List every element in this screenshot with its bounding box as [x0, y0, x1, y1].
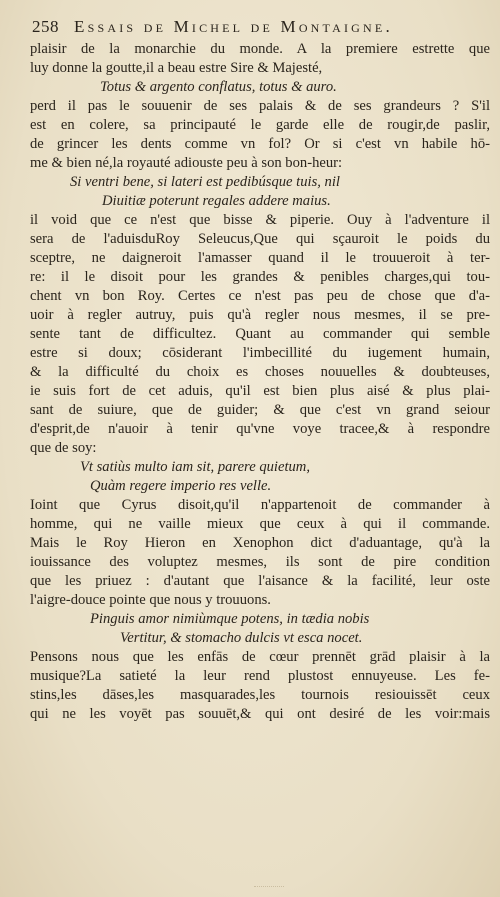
text-line: il void que ce n'est que bisse & piperie. Ouy à l'adventure il: [30, 212, 490, 228]
page-number: 258: [32, 17, 59, 36]
text-line: & la difficulté du choix es choses nouuelles & doubteuses,: [30, 364, 490, 380]
text-line: iouissance des voluptez mesmes, ils sont de pire condition: [30, 554, 490, 570]
body-text: [30, 40, 490, 724]
text-line: Pensons nous que les enfās de cœur prennēt grād plaisir à la: [30, 649, 490, 665]
text-line: Ioint que Cyrus disoit,qu'il n'appartenoit de commander à: [30, 497, 490, 513]
page-blemish: [254, 878, 284, 887]
text-line: homme, qui ne vaille mieux que ceux à qui il commande.: [30, 516, 490, 532]
text-line: ie suis fort de cet aduis, qu'il est bien plus aisé & plus plai-: [30, 383, 490, 399]
verse-line: Quàm regere imperio res velle.: [90, 478, 272, 494]
verse-line: Si ventri bene, si lateri est pedibúsque tuis, nil: [70, 174, 340, 190]
text-line: sceptre, ne daigneroit l'amasser quand il le trouueroit à ter-: [30, 250, 490, 266]
text-line: est en colere, sa principauté le garde elle de rougir,de paslir,: [30, 117, 490, 133]
running-title: Essais de Michel de Montaigne.: [74, 17, 393, 36]
text-line: chent vn bon Roy. Certes ce n'est pas peu de chose que d'a-: [30, 288, 490, 304]
text-line: l'aigre-douce pointe que nous y trouuons.: [30, 592, 271, 608]
text-line: qui ne les voyēt pas souuēt,& qui ont desiré de les voir:mais: [30, 706, 490, 722]
verse-line: Vt satiùs multo iam sit, parere quietum,: [80, 459, 310, 475]
text-line: d'esprit,de n'auoir à tenir qu'vne voye tracee,& à respondre: [30, 421, 490, 437]
text-line: estre si doux; cōsiderant l'imbecillité du iugement humain,: [30, 345, 490, 361]
text-line: plaisir de la monarchie du monde. A la premiere estrette que: [30, 41, 490, 57]
page-header: [30, 14, 490, 38]
text-line: luy donne la goutte,il a beau estre Sire & Majesté,: [30, 60, 323, 76]
text-line: re: il le disoit pour les grandes & penibles charges,qui tou-: [30, 269, 490, 285]
text-line: stins,les dāses,les masquarades,les tournois resiouissēt ceux: [30, 687, 490, 703]
verse-line: Pinguis amor nimiùmque potens, in tædia nobis: [90, 611, 370, 627]
text-line: musique?La satieté la leur rend plustost ennuyeuse. Les fe-: [30, 668, 490, 684]
text-line: de grincer les dents comme vn fol? Or si c'est vn habile hō-: [30, 136, 490, 152]
text-line: Mais le Roy Hieron en Xenophon dict d'aduantage, qu'à la: [30, 535, 490, 551]
text-line: uoir à regler autruy, puis qu'à regler nous mesmes, il se pre-: [30, 307, 490, 323]
verse-line: Vertitur, & stomacho dulcis vt esca nocet.: [120, 630, 363, 646]
text-line: que de soy:: [30, 440, 97, 456]
verse-line: Diuitiæ poterunt regales addere maius.: [102, 193, 331, 209]
text-line: sera de l'aduisduRoy Seleucus,Que qui sçauroit le poids du: [30, 231, 490, 247]
text-line: me & bien né,la royauté adiouste peu à son bon-heur:: [30, 155, 343, 171]
verse-line: Totus & argento conflatus, totus & auro.: [100, 79, 337, 95]
text-line: sente tant de difficultez. Quant au commander qui semble: [30, 326, 490, 342]
text-line: sant de suiure, que de guider; & que c'est vn grand seiour: [30, 402, 490, 418]
text-line: perd il pas le souuenir de ses palais & de ses grandeurs ? S'il: [30, 98, 490, 114]
text-line: que les priuez : d'autant que l'aisance & la facilité, leur oste: [30, 573, 490, 589]
